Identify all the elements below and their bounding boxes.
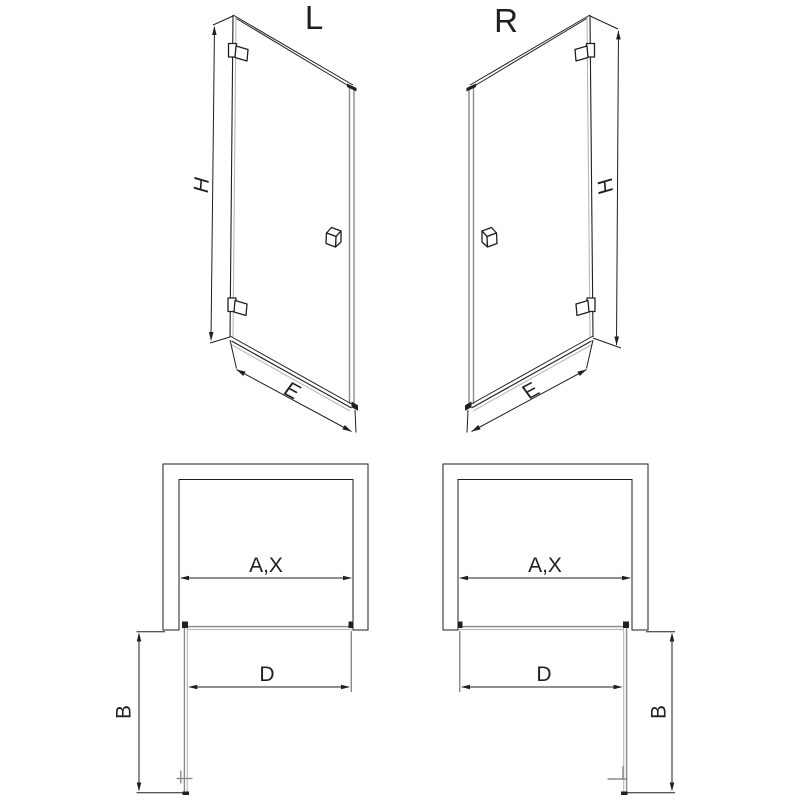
arrowhead-icon	[343, 576, 352, 581]
door-top-edge-inner	[236, 18, 353, 88]
dim-label-opening: A,X	[249, 554, 283, 577]
arrowhead-icon	[670, 633, 675, 642]
arrowhead-icon	[137, 783, 142, 792]
niche-walls	[443, 464, 648, 630]
extension-line	[355, 410, 356, 433]
plan-view-left	[113, 464, 369, 795]
door-panel-right	[465, 15, 595, 411]
arrowhead-icon	[137, 633, 142, 642]
arrowhead-icon	[461, 685, 470, 690]
arrowhead-icon	[180, 576, 189, 581]
arrowhead-icon	[670, 783, 675, 792]
arrowhead-icon	[237, 370, 246, 377]
arrowhead-icon	[577, 370, 586, 377]
dim-label-opening: A,X	[528, 554, 562, 577]
extension-line	[213, 16, 233, 25]
variant-label-left: L	[304, 0, 324, 36]
extension-line	[210, 337, 230, 343]
extension-line	[590, 16, 618, 29]
elevation-right	[465, 2, 621, 433]
door-top-edge	[470, 15, 590, 85]
niche-walls	[163, 464, 368, 630]
hinge-bottom-plate-icon	[576, 301, 589, 316]
strike-profile-icon	[458, 622, 463, 629]
hinge-profile	[230, 15, 233, 337]
arrowhead-icon	[622, 576, 631, 581]
plan-view-right	[443, 464, 675, 795]
arrowhead-icon	[616, 31, 621, 40]
arrowhead-icon	[342, 425, 351, 432]
hinge-top-plate-icon	[235, 46, 248, 61]
hinge-profile-highlight	[587, 18, 590, 337]
dim-label-width: E	[278, 378, 306, 404]
arrowhead-icon	[212, 26, 217, 35]
dimension-passage-right	[460, 631, 623, 692]
dim-label-passage: D	[536, 663, 552, 686]
door-panel-left	[228, 15, 358, 411]
bottom-corner-cap	[465, 402, 472, 411]
hinge-profile-highlight	[233, 18, 236, 337]
extension-line	[467, 410, 468, 433]
door-plan-left	[177, 622, 354, 796]
arrowhead-icon	[472, 425, 481, 432]
extension-line	[230, 340, 237, 369]
arrowhead-icon	[614, 337, 619, 346]
dim-label-depth: B	[112, 704, 136, 720]
arrowhead-icon	[209, 332, 214, 341]
elevation-left	[190, 0, 358, 433]
door-plan-right	[458, 622, 630, 796]
dim-label-height: H	[594, 175, 618, 197]
dimension-depth-right	[627, 632, 675, 793]
arrowhead-icon	[614, 685, 623, 690]
arrowhead-icon	[341, 685, 350, 690]
hinge-top-plate-icon	[575, 46, 588, 61]
dimension-passage-left	[188, 631, 351, 692]
door-top-edge	[233, 15, 353, 85]
dimension-opening-left	[180, 554, 352, 580]
dimension-opening-right	[459, 554, 631, 580]
door-end-cap	[621, 792, 628, 796]
hinge-block-icon	[623, 622, 629, 629]
variant-label-right: R	[494, 2, 518, 39]
dim-label-height: H	[190, 174, 214, 196]
dim-label-width: E	[517, 378, 545, 404]
dim-label-depth: B	[647, 704, 671, 720]
bottom-corner-cap	[352, 402, 359, 411]
strike-profile-icon	[349, 622, 354, 629]
dim-label-passage: D	[259, 663, 275, 686]
arrowhead-icon	[459, 576, 468, 581]
hinge-bottom-plate-icon	[234, 301, 247, 316]
door-top-edge-inner	[471, 18, 588, 88]
hinge-profile	[590, 15, 593, 337]
dimension-height-left	[190, 16, 233, 343]
hinge-block-icon	[182, 622, 188, 629]
dimension-depth-left	[113, 632, 189, 793]
extension-line	[587, 340, 594, 369]
arrowhead-icon	[188, 685, 197, 690]
